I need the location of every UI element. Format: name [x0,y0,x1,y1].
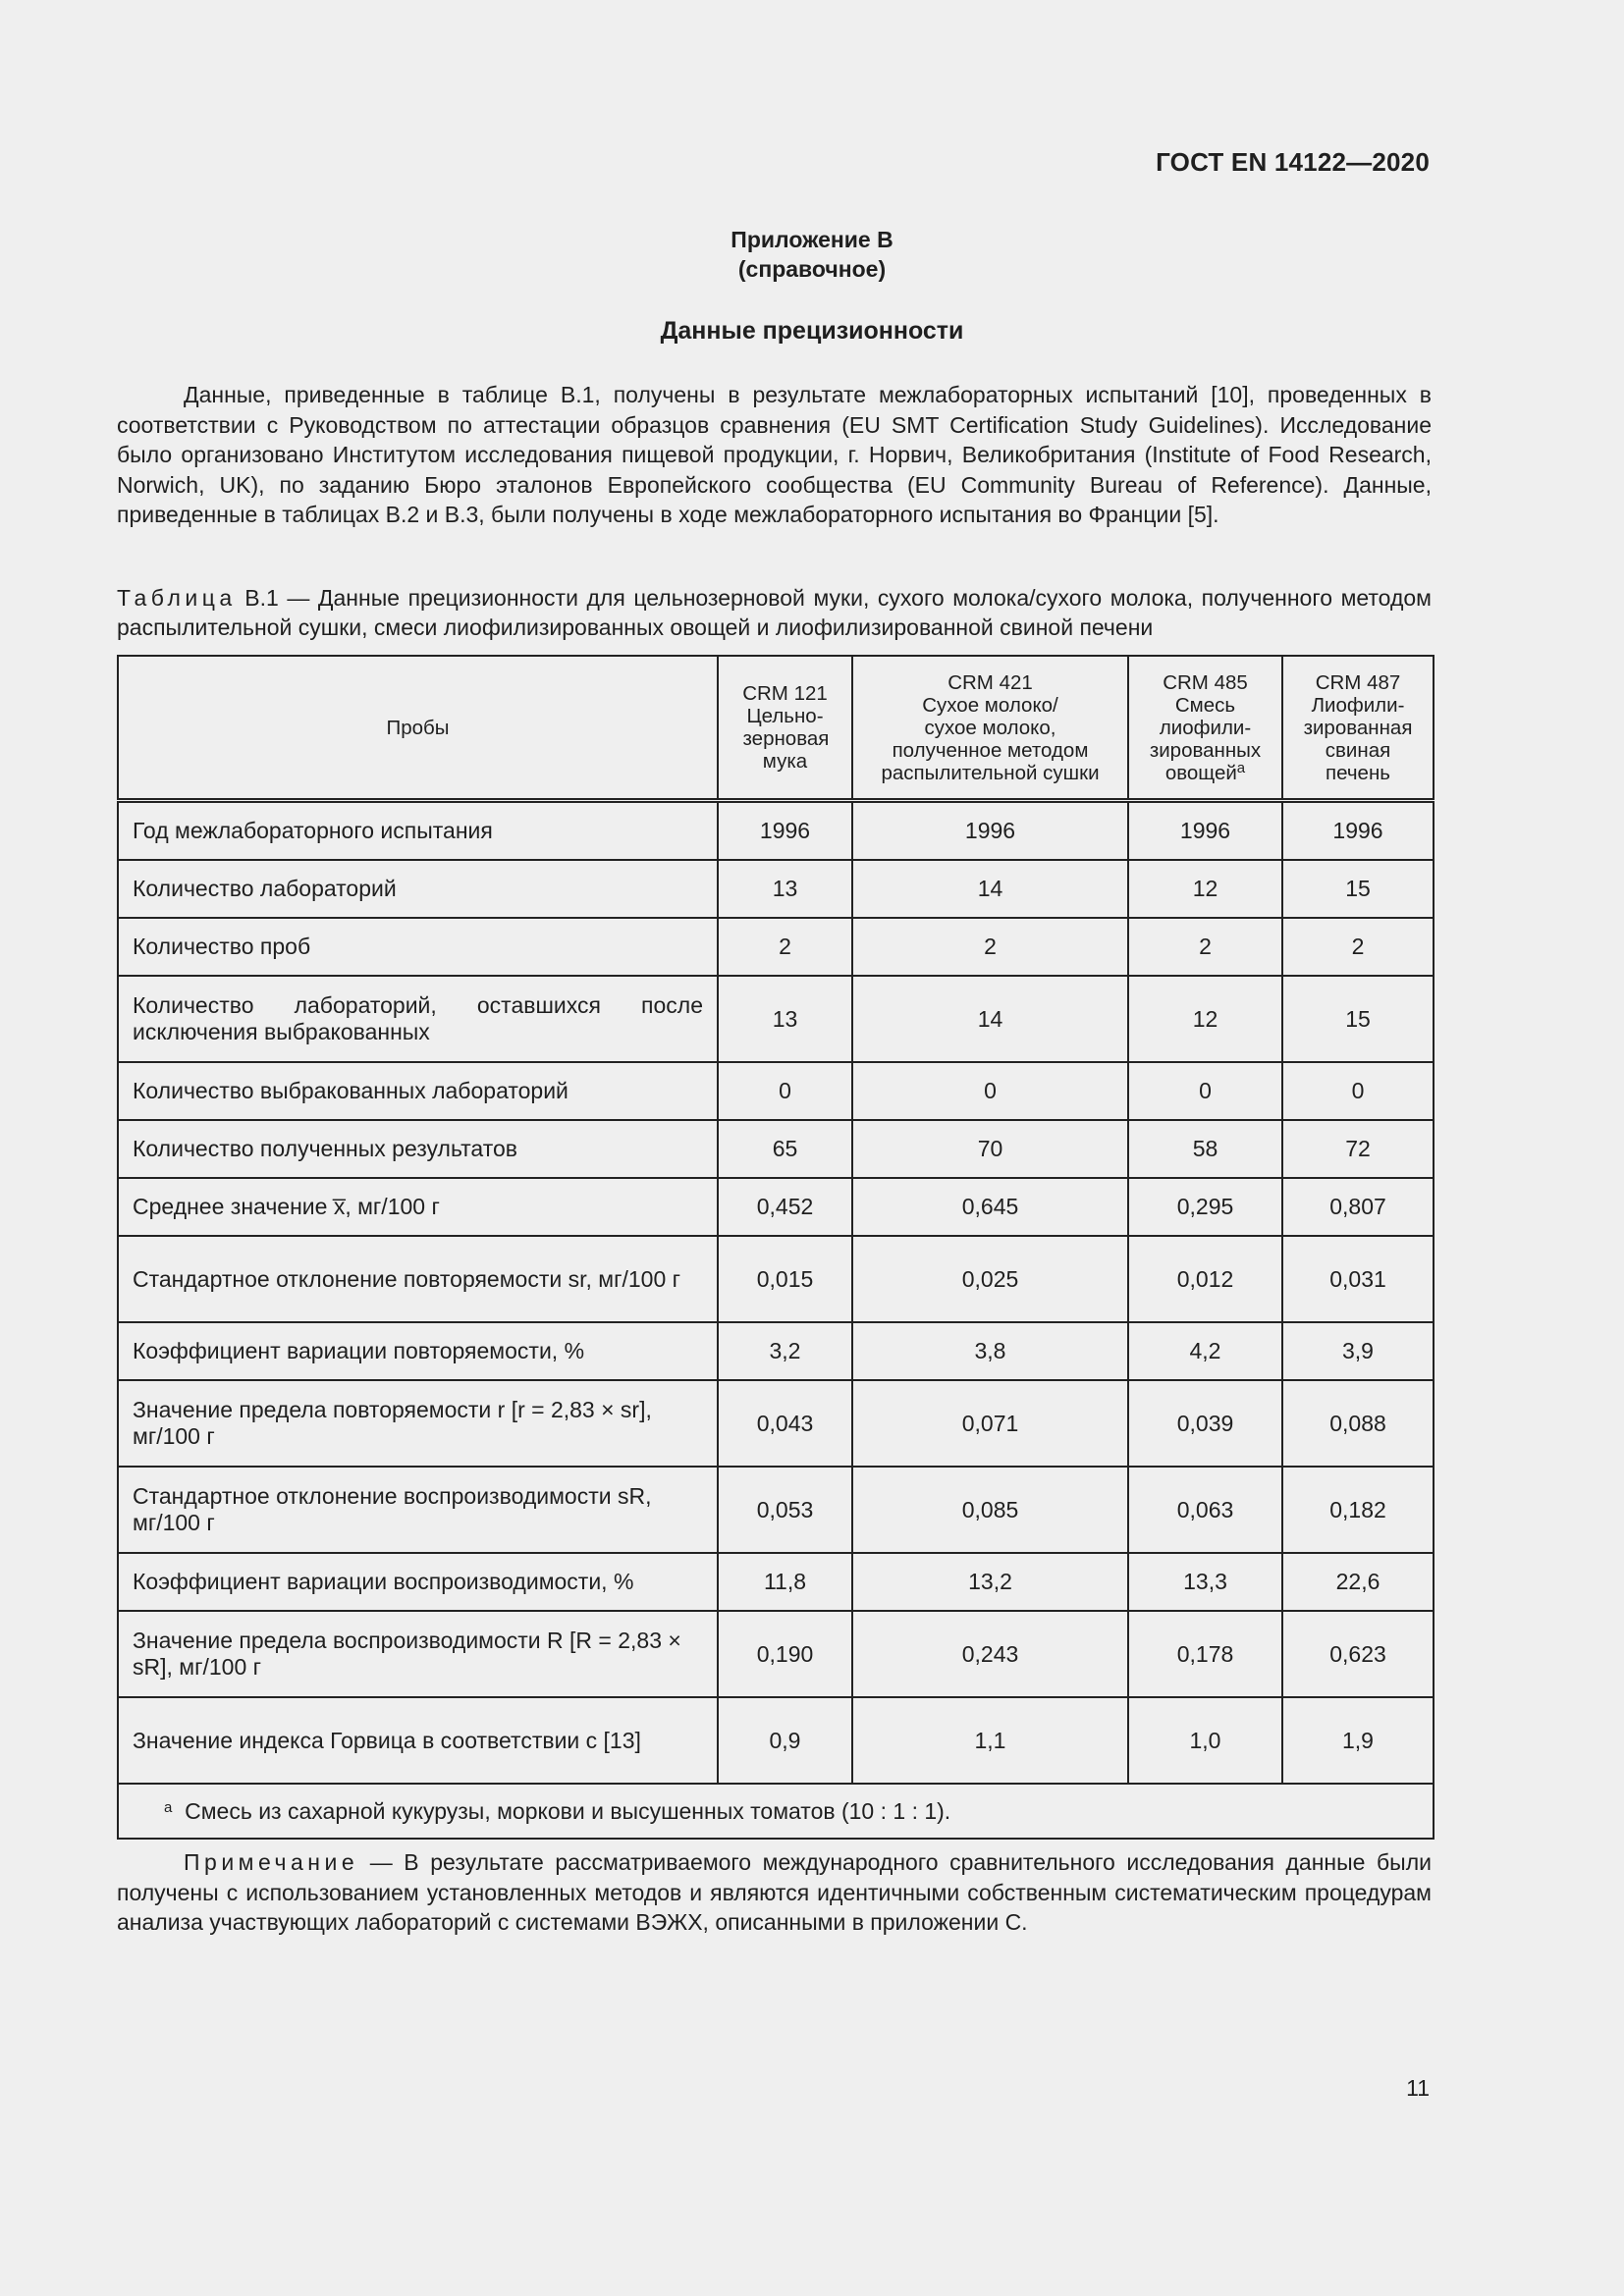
table-caption-label: Таблица [117,585,237,611]
cell-value: 0,039 [1128,1380,1282,1467]
row-label: Количество выбракованных лабораторий [118,1062,718,1120]
row-label: Значение предела повторяемости r [r = 2,83 × sr], мг/100 г [118,1380,718,1467]
column-desc: Смесь лиофили- зированных овощей$^а$ [1149,693,1262,784]
table-row [118,1120,1434,1178]
page-number: 11 [1406,2075,1430,2101]
cell-value: 22,6 [1282,1553,1434,1611]
column-desc: Цельно- зерновая мука [742,705,830,773]
header-crm-485 [1128,656,1282,801]
cell-value: 0,190 [718,1611,852,1697]
table-footnote [118,1784,1434,1839]
column-code: CRM 485 [1163,670,1248,694]
cell-value: 0,088 [1282,1380,1434,1467]
cell-value: 0 [718,1062,852,1120]
header-crm-487 [1282,656,1434,801]
cell-value: 0,645 [852,1178,1128,1236]
table-row [118,860,1434,918]
intro-paragraph: Данные, приведенные в таблице В.1, получены в результате межлабораторных испытаний [10], проведенных в соответствии с Руководством по аттестации образцов сравнения (EU SMT Certification Study Guidelines). Исследование было организовано Институтом исследования пищевой продукции, г. Норвич, Великобритания (Institute of Food Research, Norwich, UK), по заданию Бюро эталонов Европейского сообщества (EU Community Bureau of Reference). Данные, приведенные в таблицах В.2 и В.3, были получены в ходе межлабораторного испытания во Франции [5]. [117,382,1432,527]
row-label: Стандартное отклонение повторяемости sr, мг/100 г [118,1236,718,1322]
row-label: Количество полученных результатов [118,1120,718,1178]
cell-value: 72 [1282,1120,1434,1178]
cell-value: 2 [1282,918,1434,976]
footnote-marker: а [1236,759,1246,776]
table-row [118,1322,1434,1380]
table-header-row [118,656,1434,801]
cell-value: 14 [852,976,1128,1062]
table-row [118,1467,1434,1553]
cell-value: 0,9 [718,1697,852,1784]
table-row [118,1236,1434,1322]
table-caption [117,583,1432,642]
cell-value: 3,9 [1282,1322,1434,1380]
section-title: Данные прецизионности [660,317,964,345]
column-desc: Лиофили- зированная свиная печень [1303,693,1413,784]
row-label: Стандартное отклонение воспроизводимости sR, мг/100 г [118,1467,718,1553]
cell-value: 1996 [1128,801,1282,861]
table-row [118,1611,1434,1697]
cell-value: 0,295 [1128,1178,1282,1236]
row-label: Коэффициент вариации повторяемости, % [118,1322,718,1380]
cell-value: 2 [718,918,852,976]
table-row [118,801,1434,861]
row-label: Количество проб [118,918,718,976]
cell-value: 13,3 [1128,1553,1282,1611]
cell-value: 1996 [852,801,1128,861]
cell-value: 0,012 [1128,1236,1282,1322]
row-label: Количество лабораторий, оставшихся после исключения выбракованных [118,976,718,1062]
cell-value: 13 [718,976,852,1062]
cell-value: 15 [1282,860,1434,918]
column-desc: Сухое молоко/ сухое молоко, полученное методом распылительной сушки [881,693,1100,784]
header-crm-421 [852,656,1128,801]
row-label: Среднее значение x̅, мг/100 г [118,1178,718,1236]
cell-value: 0 [1128,1062,1282,1120]
cell-value: 2 [852,918,1128,976]
row-label: Значение предела воспроизводимости R [R = 2,83 × sR], мг/100 г [118,1611,718,1697]
cell-value: 1996 [718,801,852,861]
cell-value: 0,025 [852,1236,1128,1322]
cell-value: 0,807 [1282,1178,1434,1236]
cell-value: 0,623 [1282,1611,1434,1697]
annex-kind: (справочное) [737,256,887,282]
cell-value: 58 [1128,1120,1282,1178]
table-row [118,1062,1434,1120]
cell-value: 0,043 [718,1380,852,1467]
cell-value: 0,053 [718,1467,852,1553]
cell-value: 14 [852,860,1128,918]
cell-value: 2 [1128,918,1282,976]
row-label: Год межлабораторного испытания [118,801,718,861]
cell-value: 13 [718,860,852,918]
table-row [118,1178,1434,1236]
cell-value: 3,2 [718,1322,852,1380]
note-label: Примечание [184,1849,359,1875]
table-row [118,918,1434,976]
cell-value: 0,063 [1128,1467,1282,1553]
cell-value: 70 [852,1120,1128,1178]
column-code: CRM 421 [947,670,1033,694]
row-label: Значение индекса Горвица в соответствии с [13] [118,1697,718,1784]
column-code: CRM 487 [1315,670,1401,694]
footnote-marker: а [164,1798,173,1816]
table-row [118,1380,1434,1467]
note-paragraph [117,1847,1432,1938]
cell-value: 0,452 [718,1178,852,1236]
note-text: — В результате рассматриваемого международного сравнительного исследования данные были получены с использованием установленных методов и являются идентичными собственным систематическим процедурам анализа участвующих лабораторий с системами ВЭЖХ, описанными в приложении С. [117,1849,1432,1935]
table-row [118,976,1434,1062]
cell-value: 0,085 [852,1467,1128,1553]
annex-title: Приложение В [731,227,893,252]
cell-value: 1,1 [852,1697,1128,1784]
cell-value: 0,031 [1282,1236,1434,1322]
cell-value: 1996 [1282,801,1434,861]
header-crm-121 [718,656,852,801]
annex-heading [0,225,1624,284]
cell-value: 0 [1282,1062,1434,1120]
row-label: Количество лабораторий [118,860,718,918]
column-code: CRM 121 [742,682,828,705]
footnote-text: Смесь из сахарной кукурузы, моркови и высушенных томатов (10 : 1 : 1). [185,1797,951,1824]
cell-value: 13,2 [852,1553,1128,1611]
cell-value: 0,015 [718,1236,852,1322]
document-code: ГОСТ EN 14122—2020 [1156,147,1430,177]
cell-value: 1,0 [1128,1697,1282,1784]
cell-value: 11,8 [718,1553,852,1611]
row-label: Коэффициент вариации воспроизводимости, % [118,1553,718,1611]
table-row [118,1553,1434,1611]
cell-value: 12 [1128,860,1282,918]
cell-value: 0,243 [852,1611,1128,1697]
table-caption-text: В.1 — Данные прецизионности для цельнозерновой муки, сухого молока/сухого молока, полученного методом распылительной сушки, смеси лиофилизированных овощей и лиофилизированной свиной печени [117,585,1432,640]
cell-value: 1,9 [1282,1697,1434,1784]
cell-value: 3,8 [852,1322,1128,1380]
cell-value: 15 [1282,976,1434,1062]
cell-value: 0 [852,1062,1128,1120]
cell-value: 0,071 [852,1380,1128,1467]
cell-value: 4,2 [1128,1322,1282,1380]
cell-value: 0,178 [1128,1611,1282,1697]
cell-value: 0,182 [1282,1467,1434,1553]
table-row [118,1697,1434,1784]
header-samples: Пробы [118,656,718,801]
table-footnote-row [118,1784,1434,1839]
cell-value: 65 [718,1120,852,1178]
precision-table [117,655,1435,1840]
cell-value: 12 [1128,976,1282,1062]
